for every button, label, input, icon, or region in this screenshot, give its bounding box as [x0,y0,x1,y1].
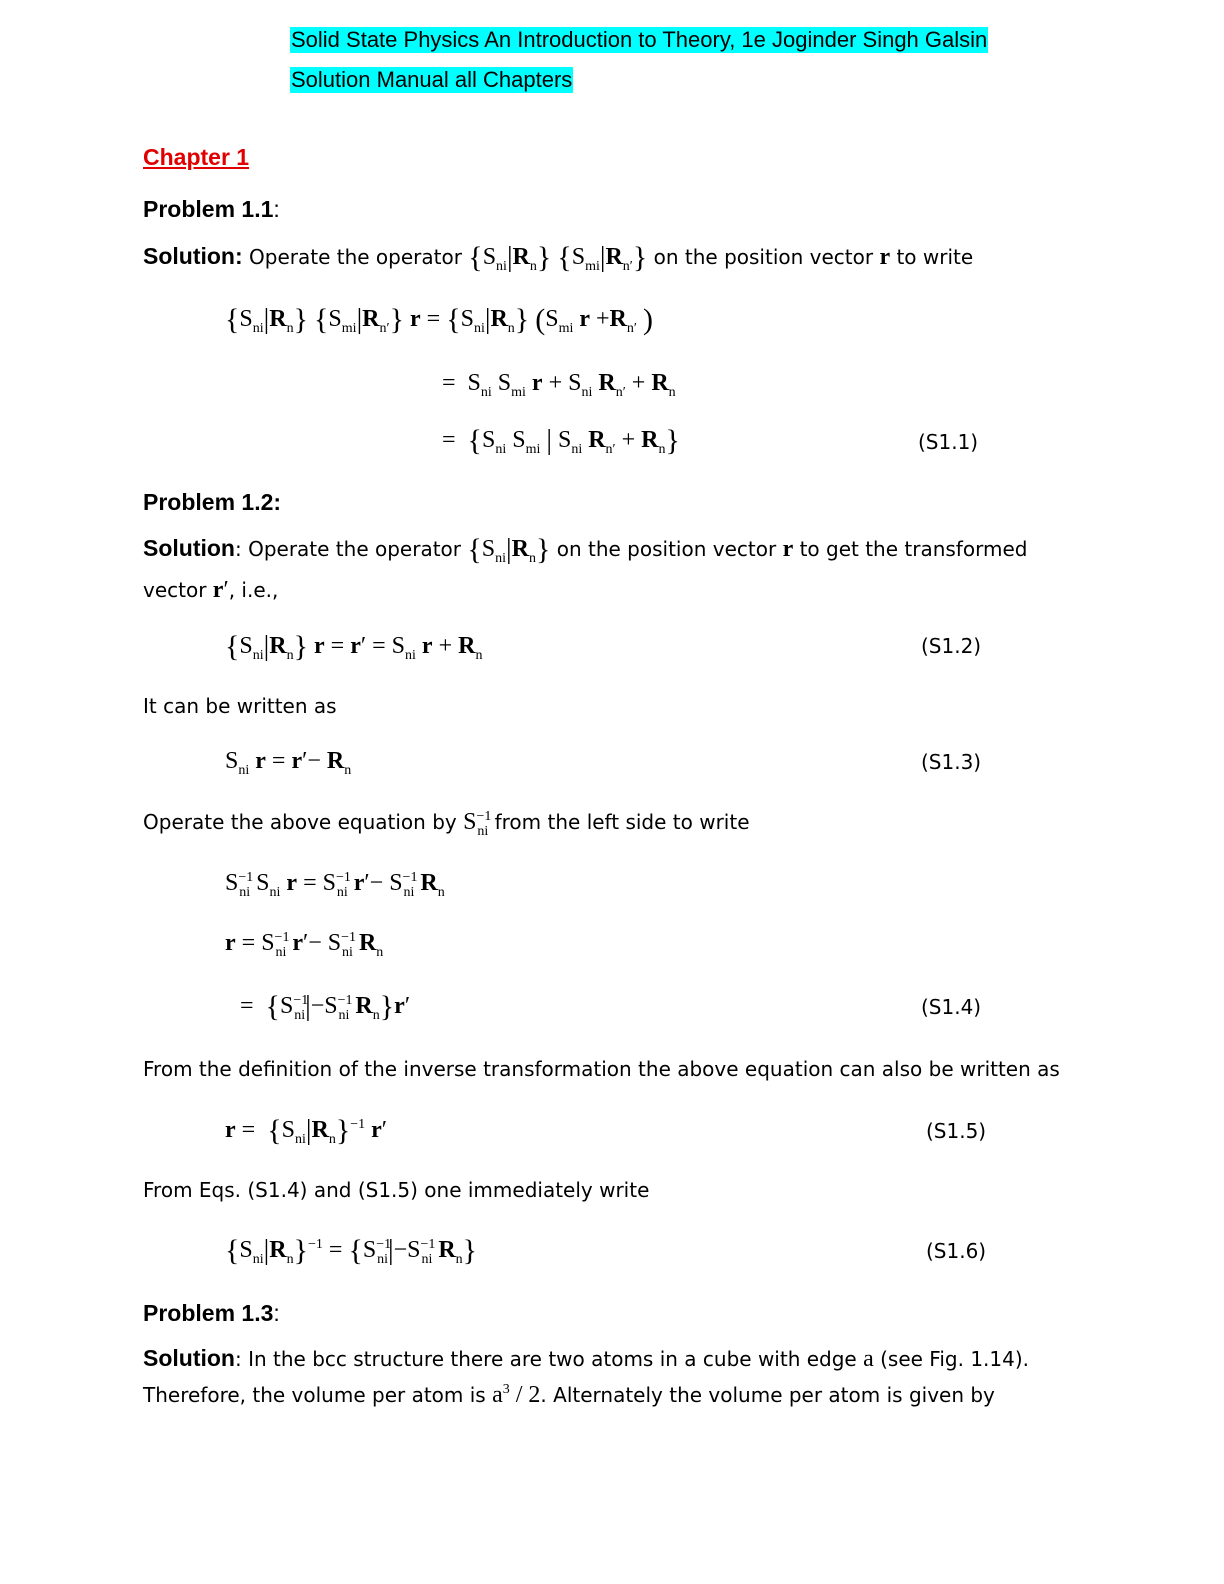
text-operate: Operate the above equation by [143,810,457,834]
equation-s1-1-line-1: $\{S_{ni}|R_n\}$ $\{S_{mi}|R_{n'}\} r = \{S_{ni}|R_n\}$ ($S_{mi}$ $r +R_{n'}$ ) [225,303,653,336]
problem-1-1-solution-line [143,241,974,274]
header-line-2: Solution Manual all Chapters [291,67,573,92]
header-line-1: Solid State Physics An Introduction to Theory, 1e Joginder Singh Galsin [291,27,988,52]
equation-s1-1-line-3: = {$S_{ni}$ $S_{mi}$ | $S_{ni}$ $R_{n'} + R_n$} [442,424,680,457]
solution-text-c: to write [896,245,974,269]
solution-text-a: Operate the operator [249,245,462,269]
operator-expression: $\{S_{ni}|R_n\}$ $\{S_{mi}|R_{n'}\}$ [468,241,648,274]
solution-text-d: . Alternately the volume per atom is given by [540,1383,995,1407]
text-line [143,809,750,839]
problem-label: Problem 1.1 [143,196,274,222]
equation-inverse-line-1: $S^{-1}_{ni}$ $S_{ni}$ $r = S^{-1}_{ni}$ $r'- S^{-1}_{ni}$ $R_n$ [225,870,445,900]
equation-s1-1-line-2: = $S_{ni}$ $S_{mi}$ $r + S_{ni}$ $R_{n'} + R_n$ [442,370,676,400]
problem-1-2-solution-line [143,533,1028,566]
solution-text-d: vector [143,578,207,602]
text-operate-b: from the left side to write [494,810,750,834]
equation-tag-s1-5: (S1.5) [926,1119,987,1143]
equation-s1-2: $\{S_{ni}|R_n\} r = r' = S_{ni}$ $r + R_n$ [225,630,483,663]
solution-label: Solution: [143,243,243,269]
equation-inverse-line-2: $r = S^{-1}_{ni}$ $r'- S^{-1}_{ni}$ $R_n$ [225,930,384,960]
equation-tag-s1-4: (S1.4) [921,995,982,1019]
inverse-symbol: $S^{-1}_{ni}$ [463,809,492,839]
vector-r: r [782,536,794,562]
problem-1-2-solution-line-2 [143,578,278,602]
equation-s1-3: $S_{ni}$ $r = r'- R_n$ [225,748,352,778]
solution-text-b: (see Fig. 1.14). [880,1347,1030,1371]
equation-s1-5: $r = \{S_{ni}|R_n\}^{-1}$ r′ [225,1114,388,1147]
operator-expression: $\{S_{ni}|R_n\}$ [467,533,551,566]
equation-tag-s1-1: (S1.1) [918,430,979,454]
problem-1-3-heading: Problem 1.3: [143,1300,280,1326]
problem-1-3-solution-line-2 [143,1383,995,1407]
text-line: From the definition of the inverse transformation the above equation can also be written as [143,1057,1060,1081]
problem-1-3-solution-line [143,1346,1029,1371]
text-line: It can be written as [143,694,337,718]
problem-1-1-heading: Problem 1.1: [143,196,280,222]
solution-text-a: : In the bcc structure there are two atoms in a cube with edge [234,1347,857,1371]
solution-label: Solution [143,535,235,561]
equation-tag-s1-2: (S1.2) [921,634,982,658]
solution-text-c: to get the transformed [799,537,1028,561]
equation-tag-s1-6: (S1.6) [926,1239,987,1263]
problem-1-2-heading [143,489,281,516]
equation-tag-s1-3: (S1.3) [921,750,982,774]
solution-text-a: : Operate the operator [234,537,461,561]
volume-expression: $a^3 / 2$ [492,1382,541,1408]
symbol-a: a [863,1346,874,1372]
problem-label: Problem 1.2: [143,489,282,515]
vector-r: r [879,244,891,270]
solution-label: Solution [143,1345,235,1371]
solution-text-c: Therefore, the volume per atom is [143,1383,486,1407]
equation-s1-6: $\{S_{ni}|R_n\}^{-1} = \{S^{-1}_{ni}|-S^{-1}_{ni}$ $R_n$} [225,1234,478,1267]
solution-text-b: on the position vector [556,537,777,561]
equation-s1-4: = {$S^{-1}_{ni}|-S^{-1}_{ni}$ $R_n\}r'$ [240,990,411,1023]
text-line: From Eqs. (S1.4) and (S1.5) one immediately write [143,1178,650,1202]
chapter-title: Chapter 1 [143,144,250,170]
solution-text-b: on the position vector [653,245,874,269]
solution-text-e: , i.e., [228,578,279,602]
vector-r-prime: r′ [212,577,229,603]
problem-label: Problem 1.3 [143,1300,274,1326]
